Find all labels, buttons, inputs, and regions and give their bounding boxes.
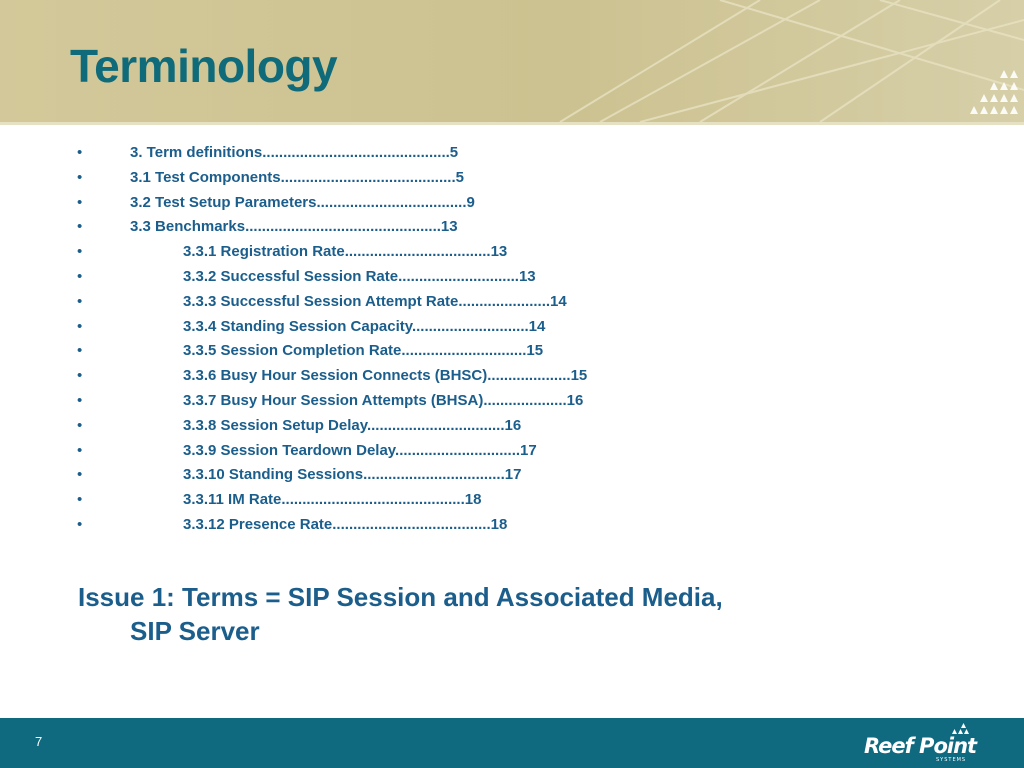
bullet-icon: • (77, 441, 83, 459)
toc-item (0, 265, 1024, 290)
bullet-icon: • (77, 218, 83, 236)
bullet-icon: • (77, 292, 83, 310)
toc-item-text: 3.3.7 Busy Hour Session Attempts (BHSA)....................16 (183, 391, 584, 409)
issue-statement (78, 580, 838, 648)
toc-item-text: 3.2 Test Setup Parameters....................................9 (130, 193, 475, 211)
toc-item-text: 3.3 Benchmarks...............................................13 (130, 218, 458, 236)
slide-title: Terminology (70, 40, 338, 92)
reef-point-logo (862, 722, 998, 764)
toc-item-text: 3.3.2 Successful Session Rate.............................13 (183, 267, 536, 285)
issue-line-1: Issue 1: Terms = SIP Session and Associated Media, (78, 582, 723, 612)
page-number: 7 (35, 734, 43, 749)
toc-item (0, 240, 1024, 265)
bullet-icon: • (77, 466, 83, 484)
toc-item-text: 3.1 Test Components..........................................5 (130, 168, 464, 186)
toc-item (0, 463, 1024, 488)
bullet-icon: • (77, 168, 83, 186)
toc-item-text: 3.3.1 Registration Rate...................................13 (183, 243, 508, 261)
header-band (0, 0, 1024, 122)
toc-item-text: 3.3.6 Busy Hour Session Connects (BHSC)....................15 (183, 367, 588, 385)
bullet-icon: • (77, 491, 83, 509)
bullet-icon: • (77, 144, 83, 161)
bullet-icon: • (77, 416, 83, 434)
bullet-icon: • (77, 342, 83, 360)
toc-list (0, 141, 1024, 538)
toc-item (0, 290, 1024, 315)
toc-item-text: 3.3.10 Standing Sessions..................................17 (183, 466, 522, 484)
toc-item (0, 141, 1024, 166)
toc-item-text: 3. Term definitions.............................................5 (130, 144, 459, 161)
toc-item (0, 488, 1024, 513)
issue-line-2: SIP Server (130, 616, 260, 646)
toc-item-text: 3.3.8 Session Setup Delay.................................16 (183, 416, 522, 434)
logo-text: Reef Point (864, 734, 977, 758)
bullet-icon: • (77, 515, 83, 533)
bullet-icon: • (77, 317, 83, 335)
toc-item (0, 315, 1024, 340)
toc-item (0, 389, 1024, 414)
header-divider (0, 122, 1024, 125)
toc-item (0, 191, 1024, 216)
bullet-icon: • (77, 243, 83, 261)
toc-item (0, 364, 1024, 389)
bullet-icon: • (77, 367, 83, 385)
logo-subtext: SYSTEMS (936, 757, 967, 763)
toc-item-text: 3.3.4 Standing Session Capacity............................14 (183, 317, 546, 335)
toc-item-text: 3.3.3 Successful Session Attempt Rate......................14 (183, 292, 567, 310)
bullet-icon: • (77, 193, 83, 211)
toc-item (0, 166, 1024, 191)
toc-item (0, 414, 1024, 439)
bullet-icon: • (77, 391, 83, 409)
bullet-icon: • (77, 267, 83, 285)
toc-item-text: 3.3.12 Presence Rate......................................18 (183, 515, 508, 533)
toc-item (0, 215, 1024, 240)
toc-item (0, 439, 1024, 464)
toc-item-text: 3.3.5 Session Completion Rate..............................15 (183, 342, 544, 360)
toc-item-text: 3.3.9 Session Teardown Delay..............................17 (183, 441, 537, 459)
toc-item-text: 3.3.11 IM Rate............................................18 (183, 491, 482, 509)
toc-item (0, 513, 1024, 538)
toc-item (0, 339, 1024, 364)
